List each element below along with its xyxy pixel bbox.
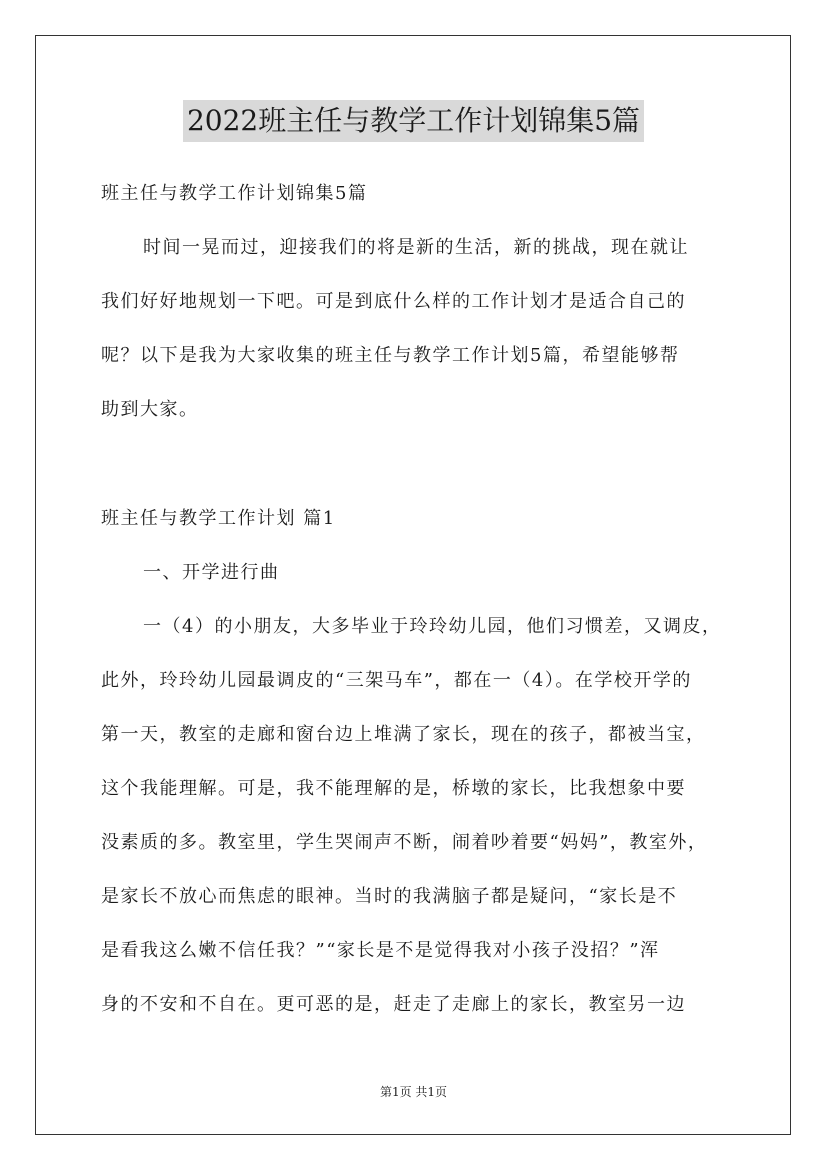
title-container (0, 100, 827, 142)
body-line: 这个我能理解。可是，我不能理解的是，桥墩的家长，比我想象中要 (101, 778, 686, 799)
intro-line: 助到大家。 (101, 399, 199, 420)
body-line: 第一天，教室的走廊和窗台边上堆满了家长，现在的孩子，都被当宝， (101, 724, 706, 745)
body-line: 一（4）的小朋友，大多毕业于玲玲幼儿园，他们习惯差，又调皮， (143, 616, 722, 637)
body-line: 是看我这么嫩不信任我？”“家长是不是觉得我对小孩子没招？”浑 (101, 940, 660, 961)
subheading: 一、开学进行曲 (143, 562, 280, 583)
intro-line: 时间一晃而过，迎接我们的将是新的生活，新的挑战，现在就让 (143, 237, 689, 258)
section-heading: 班主任与教学工作计划 篇1 (101, 508, 336, 529)
intro-line: 我们好好地规划一下吧。可是到底什么样的工作计划才是适合自己的 (101, 291, 686, 312)
document-subtitle: 班主任与教学工作计划锦集5篇 (101, 183, 368, 204)
body-line: 此外，玲玲幼儿园最调皮的“三架马车”，都在一（4）。在学校开学的 (101, 670, 692, 691)
body-line: 没素质的多。教室里，学生哭闹声不断，闹着吵着要“妈妈”，教室外， (101, 832, 708, 853)
body-line: 是家长不放心而焦虑的眼神。当时的我满脑子都是疑问，“家长是不 (101, 886, 678, 907)
document-title: 2022班主任与教学工作计划锦集5篇 (183, 100, 644, 142)
page-footer: 第1页 共1页 (379, 1085, 448, 1099)
intro-line: 呢？以下是我为大家收集的班主任与教学工作计划5篇，希望能够帮 (101, 345, 680, 366)
body-line: 身的不安和不自在。更可恶的是，赶走了走廊上的家长，教室另一边 (101, 994, 686, 1015)
